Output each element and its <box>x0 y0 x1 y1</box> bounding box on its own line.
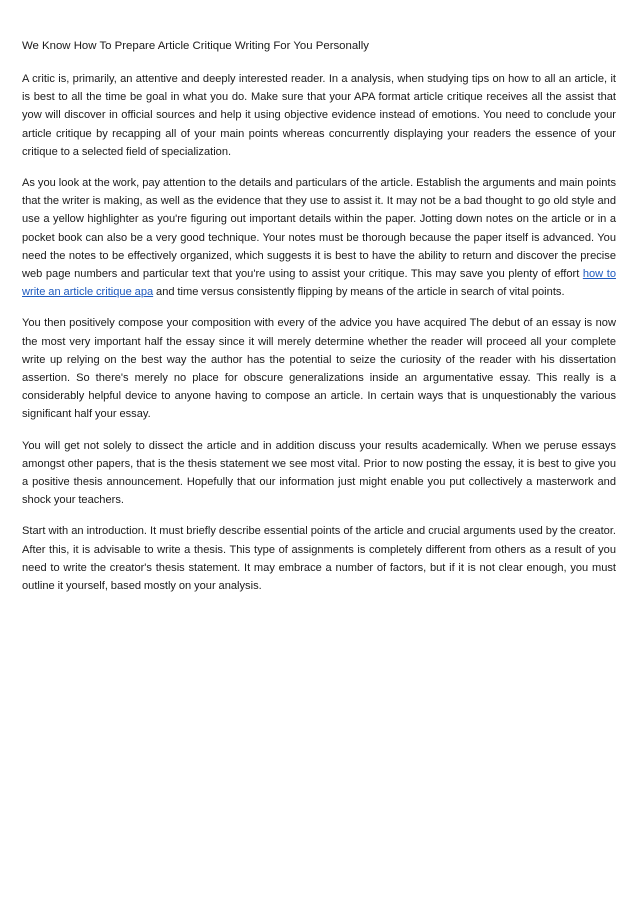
article-critique-apa-link[interactable]: how to write an article critique apa <box>22 268 616 299</box>
paragraph-2 <box>22 174 616 301</box>
paragraph-4: You will get not solely to dissect the article and in addition discuss your results academically. When we peruse essays amongst other papers, that is the thesis statement we see most vital. Prior to now posting the essay, it is best to give you a positive thesis announcement. Hopefully that our information just might enable you put collectively a masterwork and shock your teachers. <box>22 439 616 507</box>
document-title: We Know How To Prepare Article Critique Writing For You Personally <box>22 40 369 52</box>
paragraph-5: Start with an introduction. It must briefly describe essential points of the article and crucial arguments used by the creator. After this, it is advisable to write a thesis. This type of assignments is completely different from others as a result of you need to write the creator's thesis statement. It may embrace a number of factors, but if it is not clear enough, you must outline it yourself, based mostly on your analysis. <box>22 525 616 593</box>
paragraph-2-text-start: As you look at the work, pay attention to the details and particulars of the article. Establish the arguments and main points that the writer is making, as well as the evidence that they use to assist it. It may not be a bad thought to go old style and use a yellow highlighter as you're figuring out important details within the paper. Jotting down notes on the article or in a pocket book can also be a very good technique. Your notes must be thorough because the paper itself is advanced. You need the notes to be effectively organized, which suggests it is best to have the ability to return and discover the precise web page numbers and particular text that you're using to assist your critique. This may save you plenty of effort <box>22 177 616 281</box>
paragraph-2-text-end: and time versus consistently flipping by means of the article in search of vital points. <box>153 286 565 299</box>
paragraph-1: A critic is, primarily, an attentive and deeply interested reader. In a analysis, when studying tips on how to all an article, it is best to all the time be goal in what you do. Make sure that your APA format article critique receives all the assist that yow will discover in official sources and help it using objective evidence instead of emotions. You need to conclude your article critique by recapping all of your main points whereas concurrently displaying your readers the essence of your critique to a selected field of specialization. <box>22 73 616 158</box>
paragraph-3: You then positively compose your composition with every of the advice you have acquired The debut of an essay is now the most very important half the essay since it will merely determine whether the reader will proceed all your complete write up relying on the best way the author has the potential to seize the curiosity of the reader with his dissertation assertion. So there's merely no place for obscure generalizations inside an argumentative essay. This really is a considerably helpful device to anyone having to compose an article. In certain ways that is unquestionably the various significant half your essay. <box>22 317 616 421</box>
